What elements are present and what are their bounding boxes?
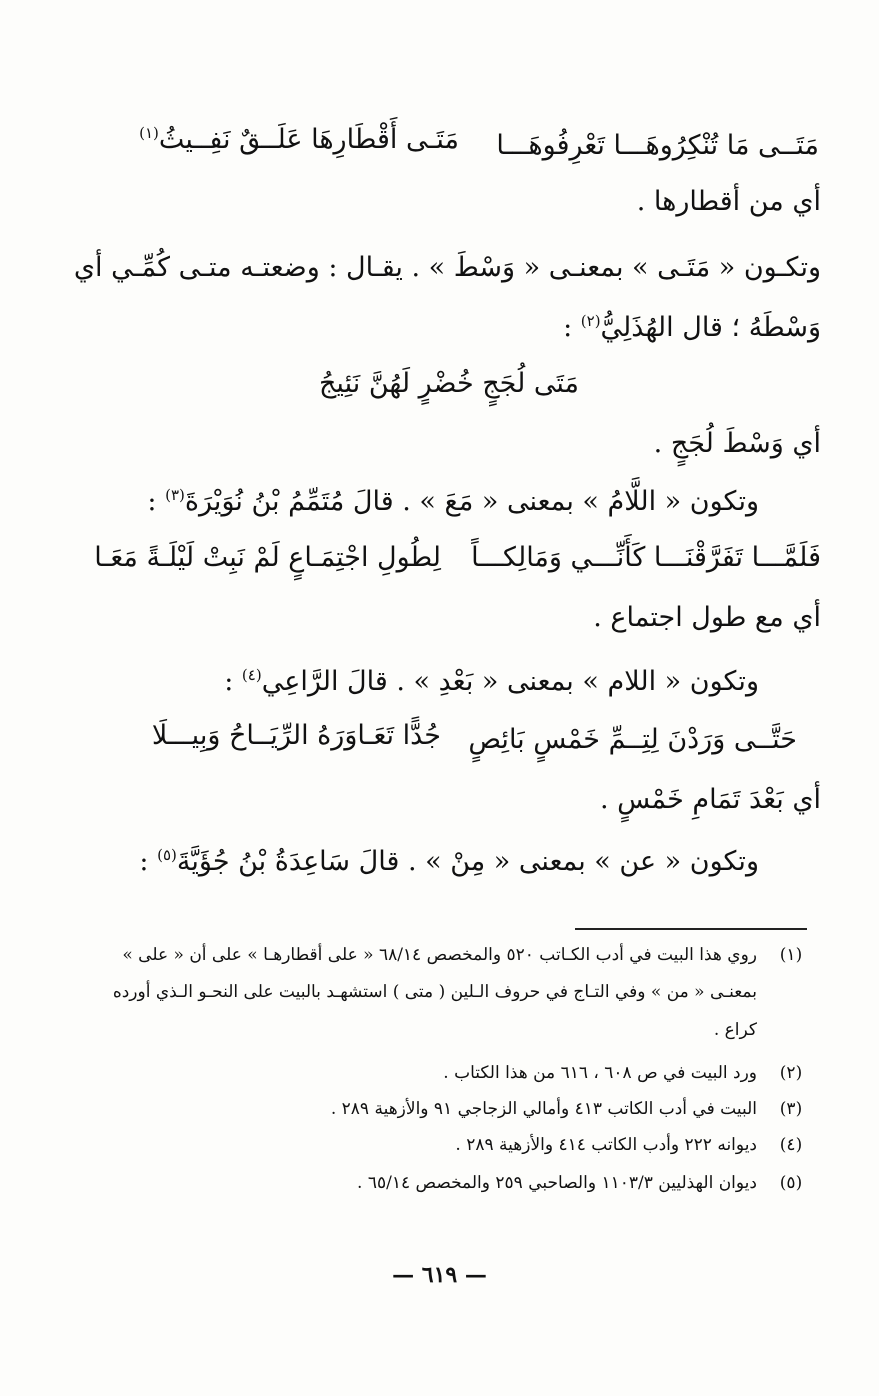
line-tail: : (563, 312, 581, 343)
verse-text: لِطُولِ اجْتِمَـاعٍ لَمْ نَبِتْ لَيْلَـةً مَعَـا (94, 542, 441, 573)
footnote-text: روي هذا البيت في أدب الكـاتب ٥٢٠ والمخصص ٦٨/١٤ « على أقطارهـا » على أن « على » (122, 945, 757, 965)
verse-left-hemistich (94, 542, 441, 573)
footnote-text: ديوانه ٢٢٢ وأدب الكاتب ٤١٤ والأزهية ٢٨٩ . (455, 1135, 757, 1155)
footnote-number: (١) (779, 945, 803, 965)
verse-text: مَتَــى مَا تُنْكِرُوهَـــا تَعْرِفُوهَـــا (496, 130, 819, 161)
verse-text: فَلَمَّـــا تَفَرَّقْنَـــا كَأَنِّـــي وَمَالِكـــاً (471, 542, 821, 573)
footnote-marker: (١) (139, 124, 159, 142)
line-text: وَسْطَهُ ؛ قال الهُذَلِيُّ (600, 312, 821, 343)
footnote (69, 1134, 809, 1160)
text-line (74, 252, 821, 284)
footnote-marker: (٤) (241, 666, 262, 684)
footnote (69, 1062, 809, 1088)
line-text: وتكون « اللام » بمعنى « بَعْدِ » . قالَ الرَّاعِي (261, 666, 759, 697)
verse-text: جُدًّا تَعَـاوَرَهُ الرِّيَــاحُ وَبِيـــلَا (151, 720, 441, 751)
footnote-text: ديوان الهذليين ١١٠٣/٣ والصاحبي ٢٥٩ والمخصص ٦٥/١٤ . (357, 1173, 757, 1193)
footnote-text: كراع . (713, 1020, 757, 1040)
text-line (637, 186, 821, 218)
footnote-marker: (٥) (157, 846, 177, 864)
footnote-continuation (113, 982, 757, 1002)
footnote-separator (575, 928, 807, 930)
line-text: وتكون « اللَّامُ » بمعنى « مَعَ » . قالَ مُتَمِّمُ بْنُ نُوَيْرَةَ (184, 486, 759, 517)
text-line (654, 428, 821, 460)
footnote-number: (٥) (779, 1173, 803, 1193)
line-tail: : (139, 846, 158, 877)
footnote-continuation (714, 1020, 757, 1040)
footnote-number: (٣) (779, 1099, 803, 1119)
verse-line (319, 368, 579, 400)
footnote-marker: (٢) (580, 312, 601, 330)
text-line (563, 312, 821, 344)
footnote-text: بمعنـى « من » وفي التـاج في حروف الـلين ( متى ) استشهـد بالبيت على النحـو الـذي أورده (112, 982, 757, 1002)
line-tail: : (147, 486, 166, 517)
line-tail: : (224, 666, 242, 697)
line-text: أي من أقطارها . (636, 186, 821, 217)
verse-text: حَتَّــى وَرَدْنَ لِتِــمِّ خَمْسٍ بَائِصٍ (468, 724, 797, 755)
verse-right-hemistich (496, 130, 819, 161)
verse-left-hemistich (152, 720, 441, 751)
line-text: أي مع طول اجتماع . (593, 602, 821, 633)
page-number: — ٦١٩ — (392, 1262, 487, 1288)
text-line (600, 784, 821, 816)
line-text: مَتَى لُجَجٍ خُضْرٍ لَهُنَّ نَئِيجُ (319, 368, 579, 399)
line-text: أي بَعْدَ تَمَامِ خَمْسٍ . (599, 784, 821, 815)
verse-left-hemistich (139, 124, 459, 155)
verse-text: مَتَـى أَقْطَارِهَا عَلَــقٌ نَفِــيثُ (158, 124, 459, 155)
text-line (147, 486, 759, 518)
verse-right-hemistich (468, 724, 797, 755)
footnote (69, 1098, 809, 1124)
line-text: أي وَسْطَ لُجَجٍ . (653, 428, 821, 459)
footnote-text: ورد البيت في ص ٦٠٨ ، ٦١٦ من هذا الكتاب . (443, 1063, 757, 1083)
line-text: وتكـون « مَتَـى » بمعنـى « وَسْطَ » . يقـال : وضعتـه متـى كُمِّـي أي (73, 252, 821, 283)
verse-right-hemistich (471, 542, 821, 573)
footnote (69, 1172, 809, 1198)
text-line (139, 846, 759, 878)
text-line (593, 602, 821, 634)
footnote-marker: (٣) (165, 486, 185, 504)
line-text: وتكون « عن » بمعنى « مِنْ » . قالَ سَاعِدَةُ بْنُ جُؤَيَّةَ (176, 846, 759, 877)
footnote-number: (٢) (779, 1063, 803, 1083)
footnote-text: البيت في أدب الكاتب ٤١٣ وأمالي الزجاجي ٩١ والأزهية ٢٨٩ . (330, 1099, 757, 1119)
footnote (69, 944, 809, 970)
footnote-number: (٤) (779, 1135, 803, 1155)
text-line (224, 666, 759, 698)
